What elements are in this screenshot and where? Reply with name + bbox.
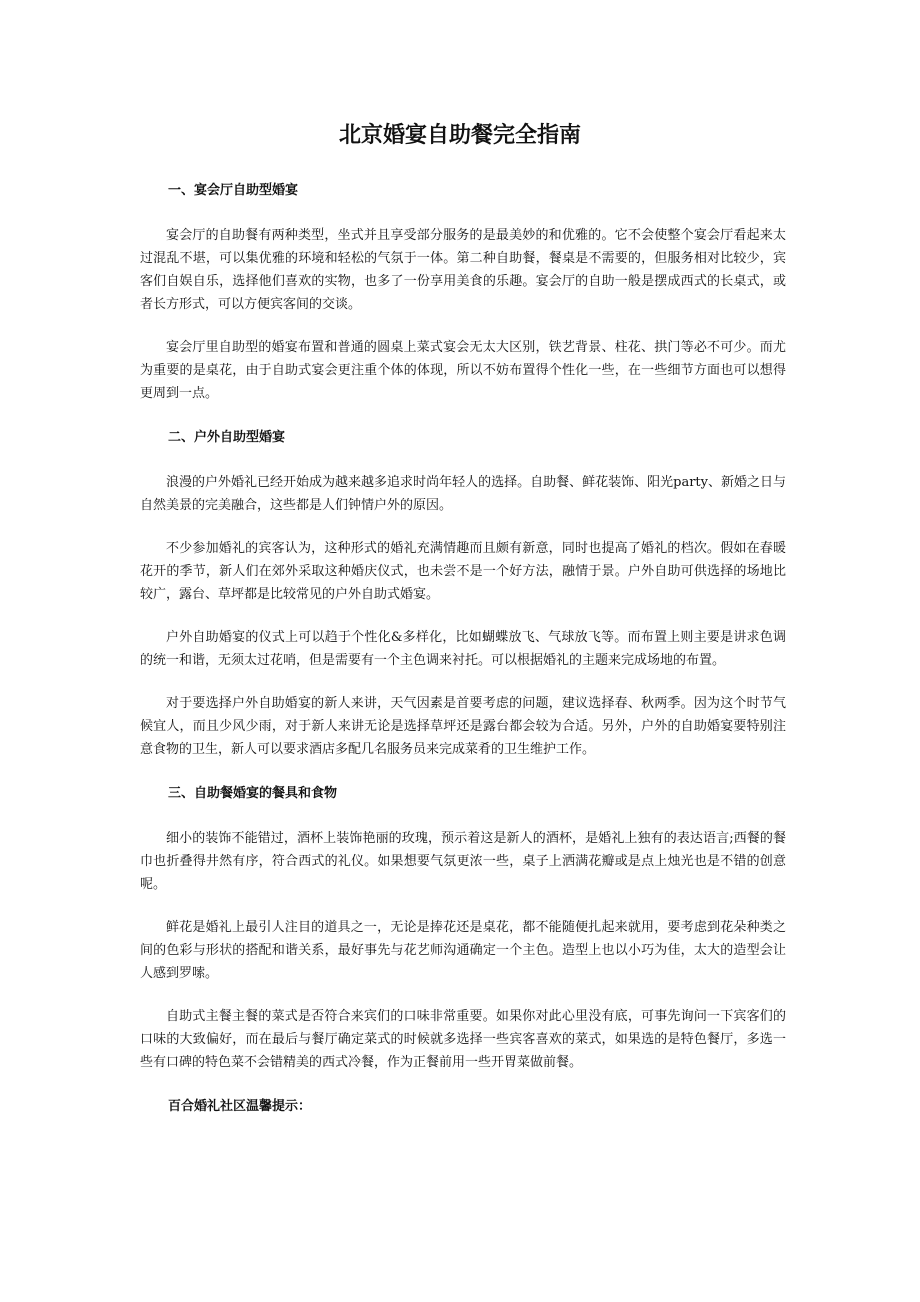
paragraph: 宴会厅的自助餐有两种类型，坐式并且享受部分服务的是最美妙的和优雅的。它不会使整个宴会厅看起来太过混乱不堪，可以集优雅的环境和轻松的气氛于一体。第二种自助餐，餐桌是不需要的，但服务相对比较少，宾客们自娱自乐，选择他们喜欢的实物，也多了一份享用美食的乐趣。宴会厅的自助一般是摆成西式的长桌式，或者长方形式，可以方便宾客间的交谈。 bbox=[140, 228, 786, 312]
paragraph: 宴会厅里自助型的婚宴布置和普通的圆桌上菜式宴会无太大区别，铁艺背景、柱花、拱门等必不可少。而尤为重要的是桌花，由于自助式宴会更注重个体的体现，所以不妨布置得个性化一些，在一些细节方面也可以想得更周到一点。 bbox=[140, 340, 786, 401]
section-heading: 三、自助餐婚宴的餐具和食物 bbox=[168, 786, 338, 801]
paragraph: 细小的装饰不能错过，酒杯上装饰艳丽的玫瑰，预示着这是新人的酒杯，是婚礼上独有的表达语言;西餐的餐巾也折叠得井然有序，符合西式的礼仪。如果想要气氛更浓一些，桌子上洒满花瓣或是点上烛光也是不错的创意呢。 bbox=[140, 831, 786, 892]
paragraph: 不少参加婚礼的宾客认为，这种形式的婚礼充满情趣而且颇有新意，同时也提高了婚礼的档次。假如在春暖花开的季节，新人们在郊外采取这种婚庆仪式，也未尝不是一个好方法，融情于景。户外自助可供选择的场地比较广，露台、草坪都是比较常见的户外自助式婚宴。 bbox=[140, 541, 786, 602]
document-body bbox=[140, 178, 786, 1140]
paragraph: 对于要选择户外自助婚宴的新人来讲，天气因素是首要考虑的问题，建议选择春、秋两季。因为这个时节气候宜人，而且少风少雨，对于新人来讲无论是选择草坪还是露台都会较为合适。另外，户外的自助婚宴要特别注意食物的卫生，新人可以要求酒店多配几名服务员来完成菜肴的卫生维护工作。 bbox=[140, 696, 786, 757]
document-title: 北京婚宴自助餐完全指南 bbox=[338, 123, 581, 148]
paragraph: 户外自助婚宴的仪式上可以趋于个性化&多样化，比如蝴蝶放飞、气球放飞等。而布置上则主要是讲求色调的统一和谐，无须太过花哨，但是需要有一个主色调来衬托。可以根据婚礼的主题来完成场地的布置。 bbox=[140, 630, 786, 668]
section-heading: 二、户外自助型婚宴 bbox=[168, 430, 286, 445]
paragraph: 鲜花是婚礼上最引人注目的道具之一，无论是捧花还是桌花，都不能随便扎起来就用，要考虑到花朵种类之间的色彩与形状的搭配和谐关系，最好事先与花艺师沟通确定一个主色。造型上也以小巧为佳，太大的造型会让人感到罗嗦。 bbox=[140, 920, 786, 981]
paragraph: 自助式主餐主餐的菜式是否符合来宾们的口味非常重要。如果你对此心里没有底，可事先询问一下宾客们的口味的大致偏好，而在最后与餐厅确定菜式的时候就多选择一些宾客喜欢的菜式，如果选的是特色餐厅，多选一些有口碑的特色菜不会错精美的西式冷餐，作为正餐前用一些开胃菜做前餐。 bbox=[140, 1009, 786, 1070]
section-heading: 一、宴会厅自助型婚宴 bbox=[168, 183, 299, 198]
paragraph: 浪漫的户外婚礼已经开始成为越来越多追求时尚年轻人的选择。自助餐、鲜花装饰、阳光party、新婚之日与自然美景的完美融合，这些都是人们钟情户外的原因。 bbox=[140, 475, 786, 513]
closing-heading: 百合婚礼社区温馨提示： bbox=[168, 1099, 312, 1114]
